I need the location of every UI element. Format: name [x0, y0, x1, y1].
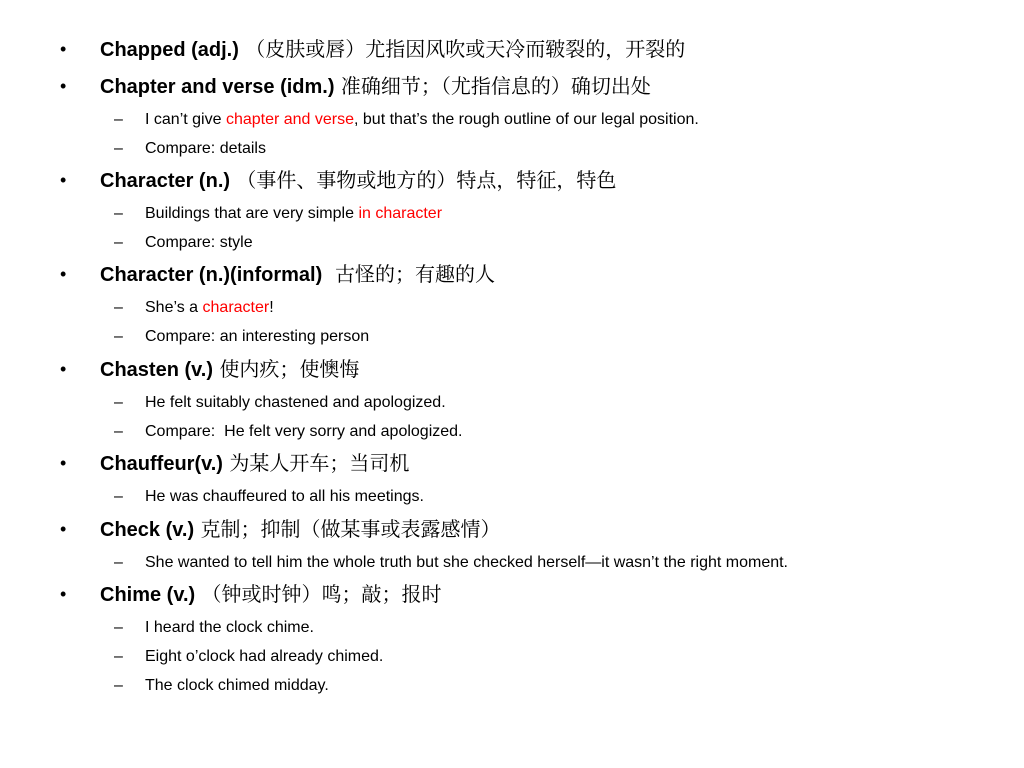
- entry-chasten: [0, 351, 1024, 446]
- bullet-icon: •: [60, 359, 67, 379]
- entry-character-informal: [0, 256, 1024, 351]
- example-line: [0, 293, 1024, 322]
- entry-heading-text: [100, 351, 359, 389]
- entry-term: Chapter and verse (idm.): [100, 76, 335, 98]
- example-text: [145, 482, 424, 511]
- example-pre: I heard the clock chime.: [145, 619, 314, 636]
- example-line: [0, 671, 1024, 700]
- dash-icon: –: [114, 299, 123, 316]
- example-text: [145, 228, 253, 257]
- example-line: [0, 548, 1024, 577]
- bullet-icon: •: [60, 39, 67, 59]
- entry-character: [0, 162, 1024, 257]
- dash-icon: –: [114, 205, 123, 222]
- entry-gloss: 克制；抑制（做某事或表露感情）: [194, 517, 501, 541]
- dash-icon: –: [114, 394, 123, 411]
- example-text: [145, 293, 274, 322]
- entry-heading-text: [100, 68, 651, 106]
- example-text: [145, 613, 314, 642]
- entry-chapter-and-verse: [0, 68, 1024, 163]
- example-text: [145, 199, 442, 228]
- example-highlight: chapter and verse: [225, 111, 355, 128]
- example-pre: She wanted to tell him the whole truth but she checked herself—it wasn’t the right moment.: [145, 554, 788, 571]
- entry-chauffeur: [0, 445, 1024, 511]
- entry-term: Character (n.): [100, 170, 231, 192]
- entry-chime: [0, 576, 1024, 700]
- entry-heading-text: [100, 445, 409, 483]
- entry-gloss: 使内疚；使懊悔: [212, 357, 360, 381]
- example-pre: He felt suitably chastened and apologized.: [145, 394, 446, 411]
- bullet-icon: •: [60, 584, 67, 604]
- entry-heading: [0, 351, 1024, 388]
- dash-icon: –: [114, 423, 123, 440]
- example-line: [0, 134, 1024, 163]
- entry-heading-text: [100, 576, 442, 614]
- example-post: , but that’s the rough outline of our legal position.: [354, 111, 699, 128]
- bullet-icon: •: [60, 76, 67, 96]
- entry-heading: [0, 576, 1024, 613]
- entry-term: Chime (v.): [100, 584, 196, 606]
- example-pre: I can’t give: [145, 111, 226, 128]
- example-line: [0, 228, 1024, 257]
- example-line: [0, 199, 1024, 228]
- entry-heading: [0, 445, 1024, 482]
- dash-icon: –: [114, 140, 123, 157]
- entry-term: Check (v.): [100, 519, 195, 541]
- dash-icon: –: [114, 648, 123, 665]
- example-line: [0, 482, 1024, 511]
- entry-term: Chauffeur(v.): [100, 453, 223, 475]
- example-text: [145, 671, 329, 700]
- example-pre: Compare: an interesting person: [145, 328, 370, 345]
- entry-gloss: （皮肤或唇）尤指因风吹或天冷而皲裂的，开裂的: [238, 37, 686, 61]
- example-text: [145, 388, 446, 417]
- dash-icon: –: [114, 488, 123, 505]
- entry-term: Chapped (adj.): [100, 39, 239, 61]
- example-line: [0, 322, 1024, 351]
- example-line: [0, 642, 1024, 671]
- bullet-icon: •: [60, 519, 67, 539]
- example-text: [145, 548, 788, 577]
- dash-icon: –: [114, 111, 123, 128]
- entry-gloss: 古怪的；有趣的人: [322, 262, 495, 286]
- example-text: [145, 322, 369, 351]
- entry-chapped: [0, 31, 1024, 68]
- example-pre: He was chauffeured to all his meetings.: [145, 488, 424, 505]
- entry-heading-text: [100, 256, 495, 294]
- example-highlight: in character: [358, 205, 443, 222]
- example-pre: Compare: He felt very sorry and apologized.: [145, 423, 463, 440]
- example-pre: Eight o’clock had already chimed.: [145, 648, 384, 665]
- example-line: [0, 417, 1024, 446]
- dash-icon: –: [114, 554, 123, 571]
- example-text: [145, 642, 383, 671]
- dash-icon: –: [114, 234, 123, 251]
- entry-gloss: 准确细节；（尤指信息的）确切出处: [334, 74, 651, 98]
- example-text: [145, 417, 462, 446]
- entry-gloss: （钟或时钟）鸣；敲；报时: [195, 582, 442, 606]
- entry-heading-text: [100, 511, 500, 549]
- example-line: [0, 105, 1024, 134]
- dash-icon: –: [114, 677, 123, 694]
- example-pre: Buildings that are very simple: [145, 205, 359, 222]
- entry-gloss: 为某人开车；当司机: [222, 451, 410, 475]
- example-pre: Compare: details: [145, 140, 266, 157]
- entry-heading: [0, 256, 1024, 293]
- bullet-icon: •: [60, 264, 67, 284]
- example-text: [145, 105, 699, 134]
- example-pre: Compare: style: [145, 234, 253, 251]
- entry-heading-text: [100, 162, 616, 200]
- entry-heading: [0, 68, 1024, 105]
- entry-term: Chasten (v.): [100, 359, 213, 381]
- example-post: !: [269, 299, 274, 316]
- bullet-icon: •: [60, 453, 67, 473]
- example-pre: The clock chimed midday.: [145, 677, 329, 694]
- entry-heading: [0, 162, 1024, 199]
- dash-icon: –: [114, 619, 123, 636]
- entry-heading-text: [100, 31, 685, 69]
- example-highlight: character: [202, 299, 270, 316]
- example-text: [145, 134, 266, 163]
- entry-gloss: （事件、事物或地方的）特点，特征，特色: [230, 168, 617, 192]
- entry-heading: [0, 511, 1024, 548]
- dash-icon: –: [114, 328, 123, 345]
- entry-check: [0, 511, 1024, 577]
- example-pre: She’s a: [145, 299, 203, 316]
- entry-term: Character (n.)(informal): [100, 264, 323, 286]
- example-line: [0, 388, 1024, 417]
- bullet-icon: •: [60, 170, 67, 190]
- entry-heading: [0, 31, 1024, 68]
- example-line: [0, 613, 1024, 642]
